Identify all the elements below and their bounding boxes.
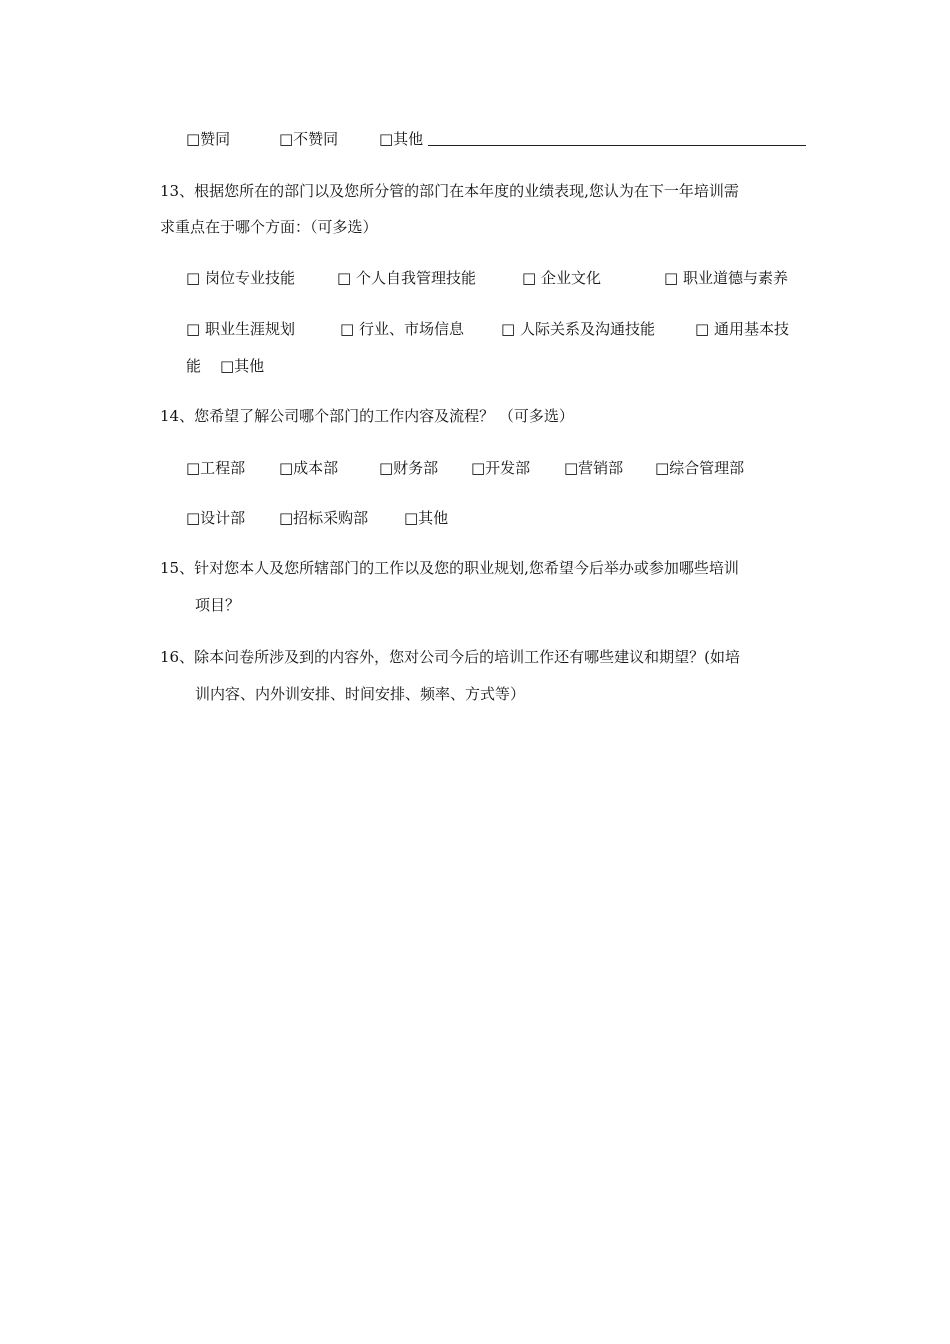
q13-option-general-skills[interactable]: □ 通用基本技 (695, 320, 789, 338)
q13-option-corporate-culture[interactable]: □ 企业文化 (522, 269, 601, 287)
q12-other-blank-line[interactable] (428, 131, 806, 146)
q15-text-line1: 15、针对您本人及您所辖部门的工作以及您的职业规划,您希望今后举办或参加哪些培训 (160, 559, 739, 577)
q12-option-disagree[interactable]: □不赞同 (279, 130, 339, 148)
q15-text-line2: 项目？ (195, 596, 241, 614)
q14-option-development[interactable]: □开发部 (471, 459, 531, 477)
q13-option-market-info[interactable]: □ 行业、市场信息 (340, 320, 464, 338)
q14-option-admin[interactable]: □综合管理部 (655, 459, 745, 477)
q14-option-other[interactable]: □其他 (404, 509, 449, 527)
q13-option-job-skills[interactable]: □ 岗位专业技能 (186, 269, 295, 287)
q14-option-procurement[interactable]: □招标采购部 (279, 509, 369, 527)
q13-option-self-management[interactable]: □ 个人自我管理技能 (337, 269, 476, 287)
q13-option-communication[interactable]: □ 人际关系及沟通技能 (501, 320, 655, 338)
q13-option-career-planning[interactable]: □ 职业生涯规划 (186, 320, 295, 338)
q16-text-line2: 训内容、内外训安排、时间安排、频率、方式等） (195, 685, 526, 703)
q14-option-design[interactable]: □设计部 (186, 509, 246, 527)
q13-text-line2: 求重点在于哪个方面：（可多选） (160, 218, 378, 236)
q13-option-general-skills-cont: 能 (186, 357, 202, 375)
q13-text-line1: 13、根据您所在的部门以及您所分管的部门在本年度的业绩表现,您认为在下一年培训需 (160, 182, 739, 200)
q14-text-line1: 14、您希望了解公司哪个部门的工作内容及流程？ （可多选） (160, 407, 574, 425)
q14-option-finance[interactable]: □财务部 (379, 459, 439, 477)
q13-option-ethics[interactable]: □ 职业道德与素养 (664, 269, 788, 287)
q13-option-other[interactable]: □其他 (220, 357, 265, 375)
q14-option-cost[interactable]: □成本部 (279, 459, 339, 477)
q14-option-engineering[interactable]: □工程部 (186, 459, 246, 477)
q12-option-other[interactable]: □其他 (379, 130, 424, 148)
q12-option-agree[interactable]: □赞同 (186, 130, 231, 148)
q16-text-line1: 16、除本问卷所涉及到的内容外，您对公司今后的培训工作还有哪些建议和期望？(如培 (160, 648, 740, 666)
q14-option-marketing[interactable]: □营销部 (564, 459, 624, 477)
